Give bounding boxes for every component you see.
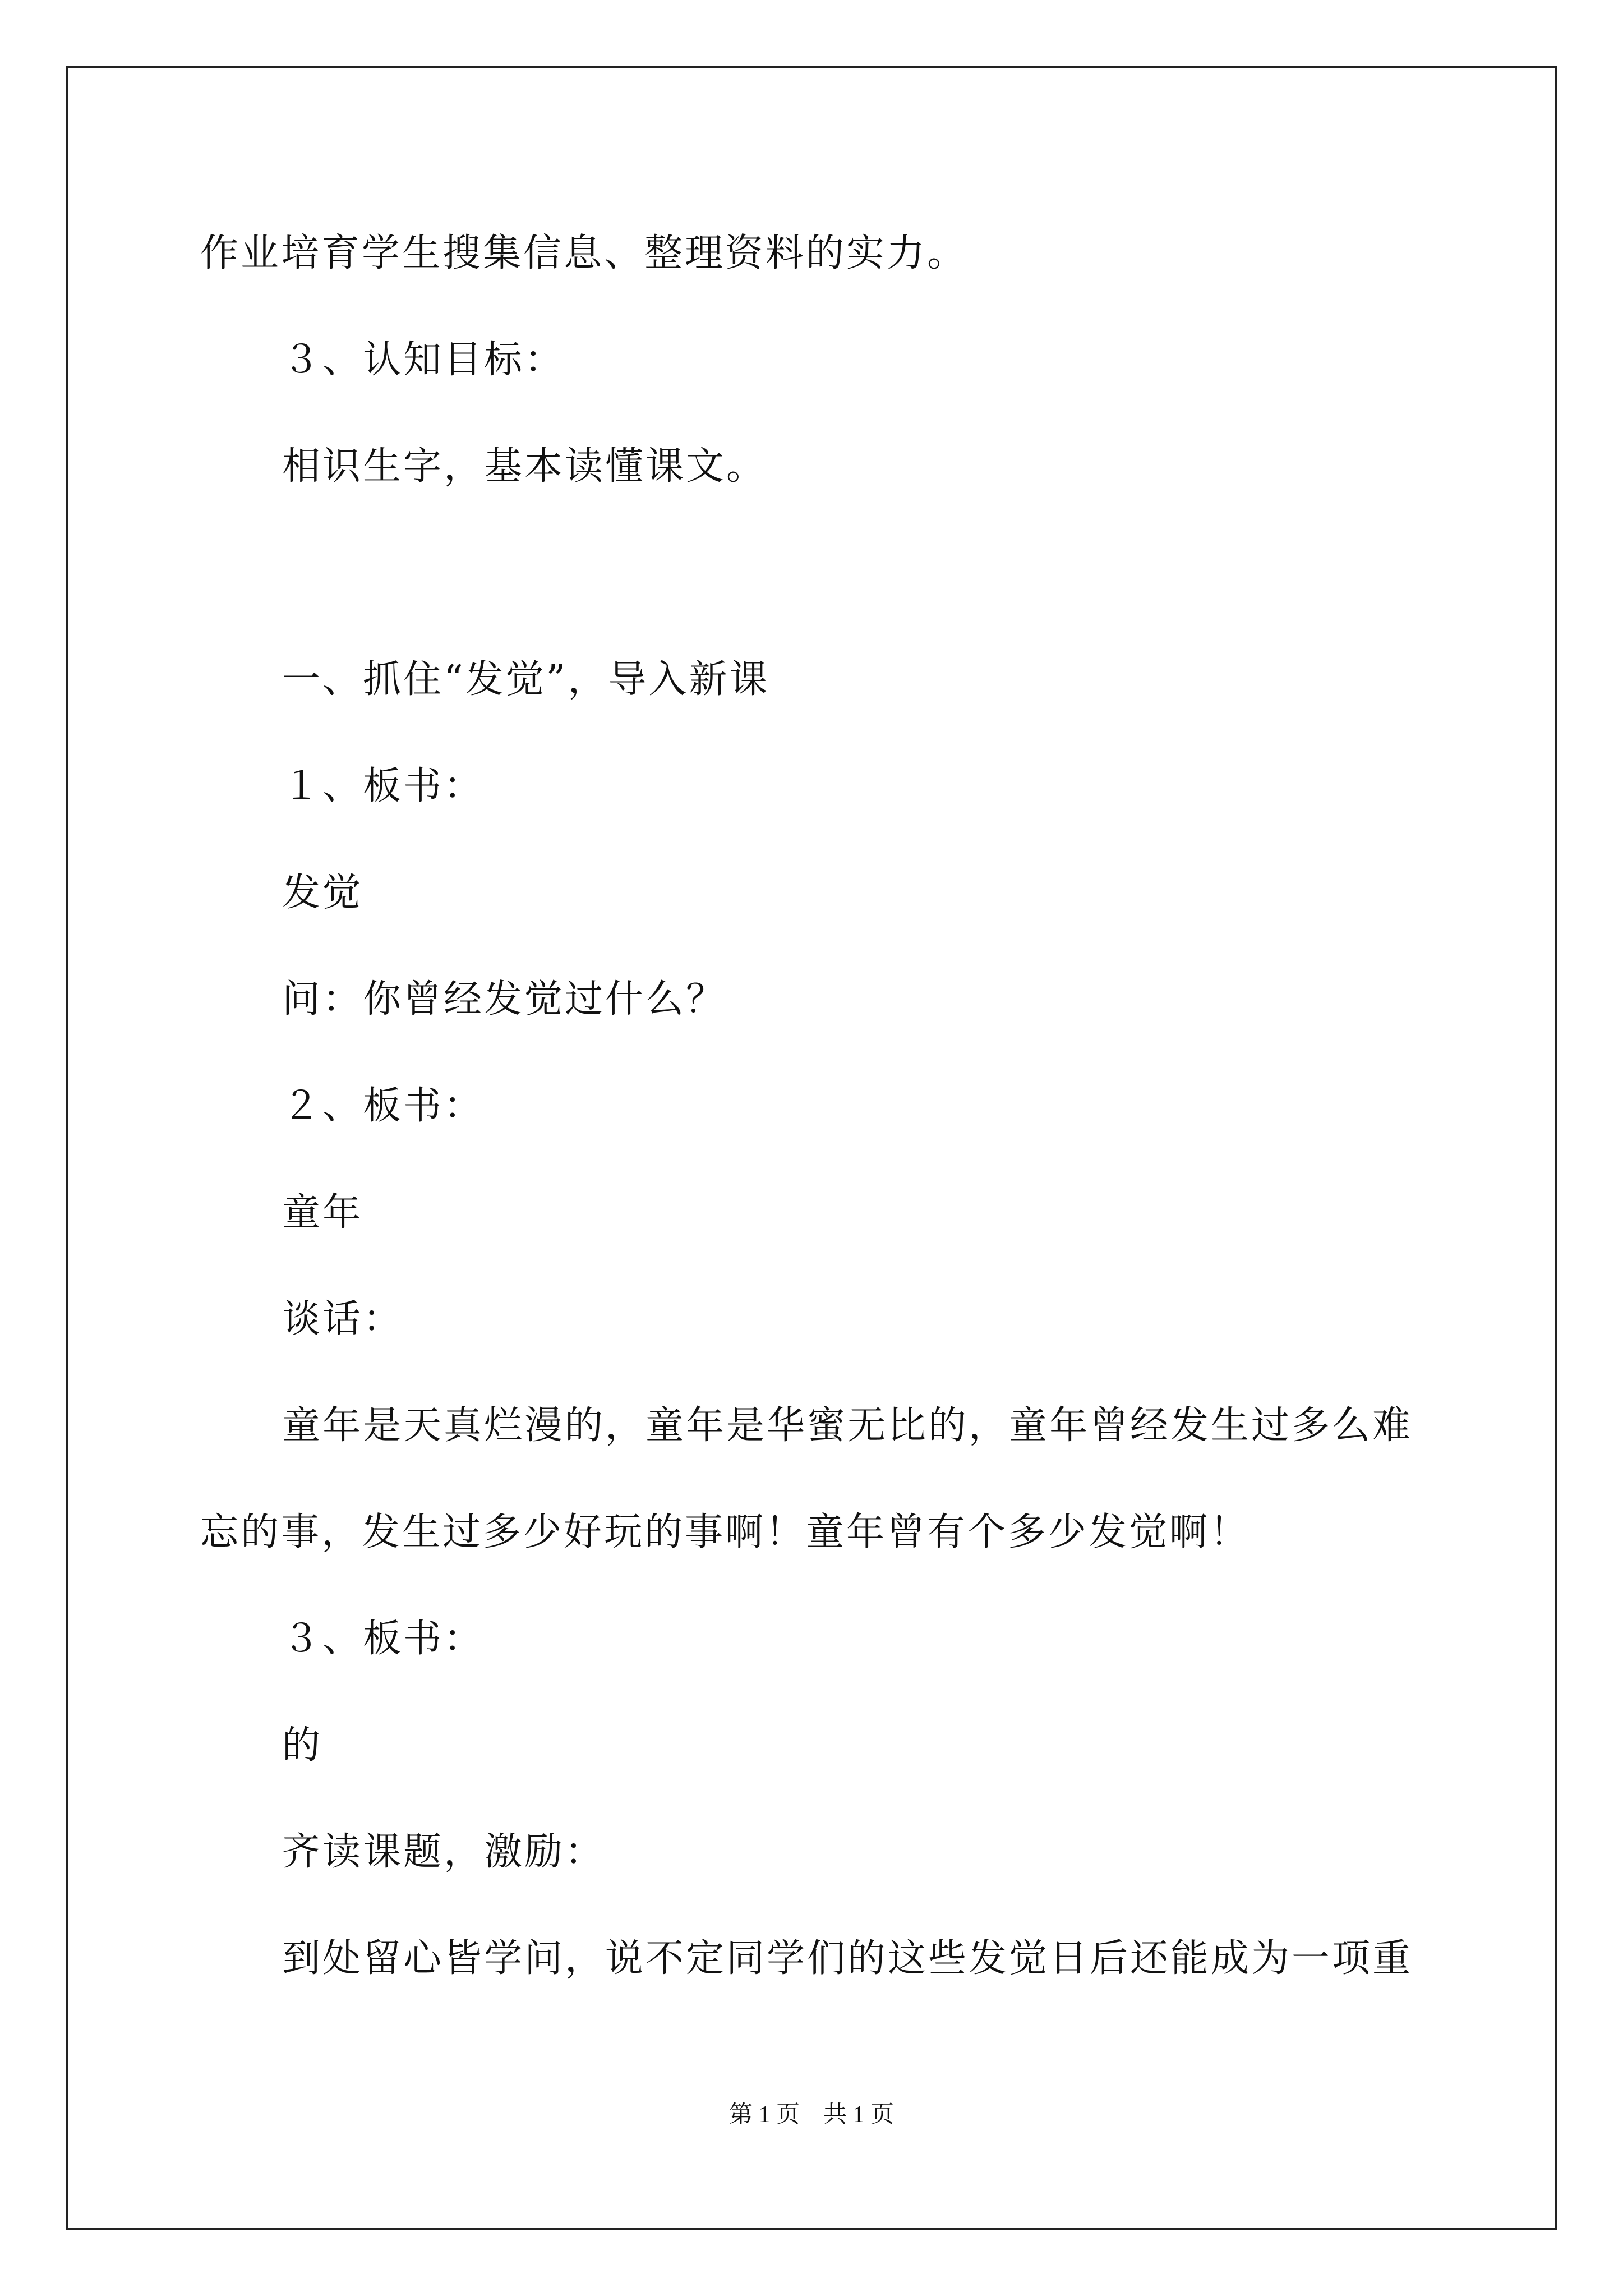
text-line: 谈话： (282, 1297, 404, 1341)
text-line: 相识生字，基本读懂课文。 (282, 444, 767, 489)
text-line: 作业培育学生搜集信息、整理资料的实力。 (200, 231, 968, 275)
text-line: ３、认知目标： (282, 338, 565, 382)
page-border (66, 66, 1557, 2230)
text-line: 到处留心皆学问，说不定同学们的这些发觉日后还能成为一项重 (282, 1936, 1413, 1981)
page-footer: 第 1 页 共 1 页 (728, 2102, 894, 2128)
text-line: 童年 (282, 1190, 363, 1235)
text-line: 的 (282, 1723, 323, 1768)
text-line: 问：你曾经发觉过什么？ (282, 977, 727, 1022)
text-line: 齐读课题，激励： (282, 1830, 606, 1874)
text-line: 发觉 (282, 871, 363, 915)
text-line: １、板书： (282, 764, 485, 808)
section-heading: 一、抓住“发觉”，导入新课 (282, 657, 770, 702)
text-line: ３、板书： (282, 1617, 485, 1661)
text-line: ２、板书： (282, 1084, 485, 1128)
text-line: 忘的事，发生过多少好玩的事啊！童年曾有个多少发觉啊！ (200, 1510, 1251, 1554)
text-line: 童年是天真烂漫的，童年是华蜜无比的，童年曾经发生过多么难 (282, 1404, 1413, 1448)
